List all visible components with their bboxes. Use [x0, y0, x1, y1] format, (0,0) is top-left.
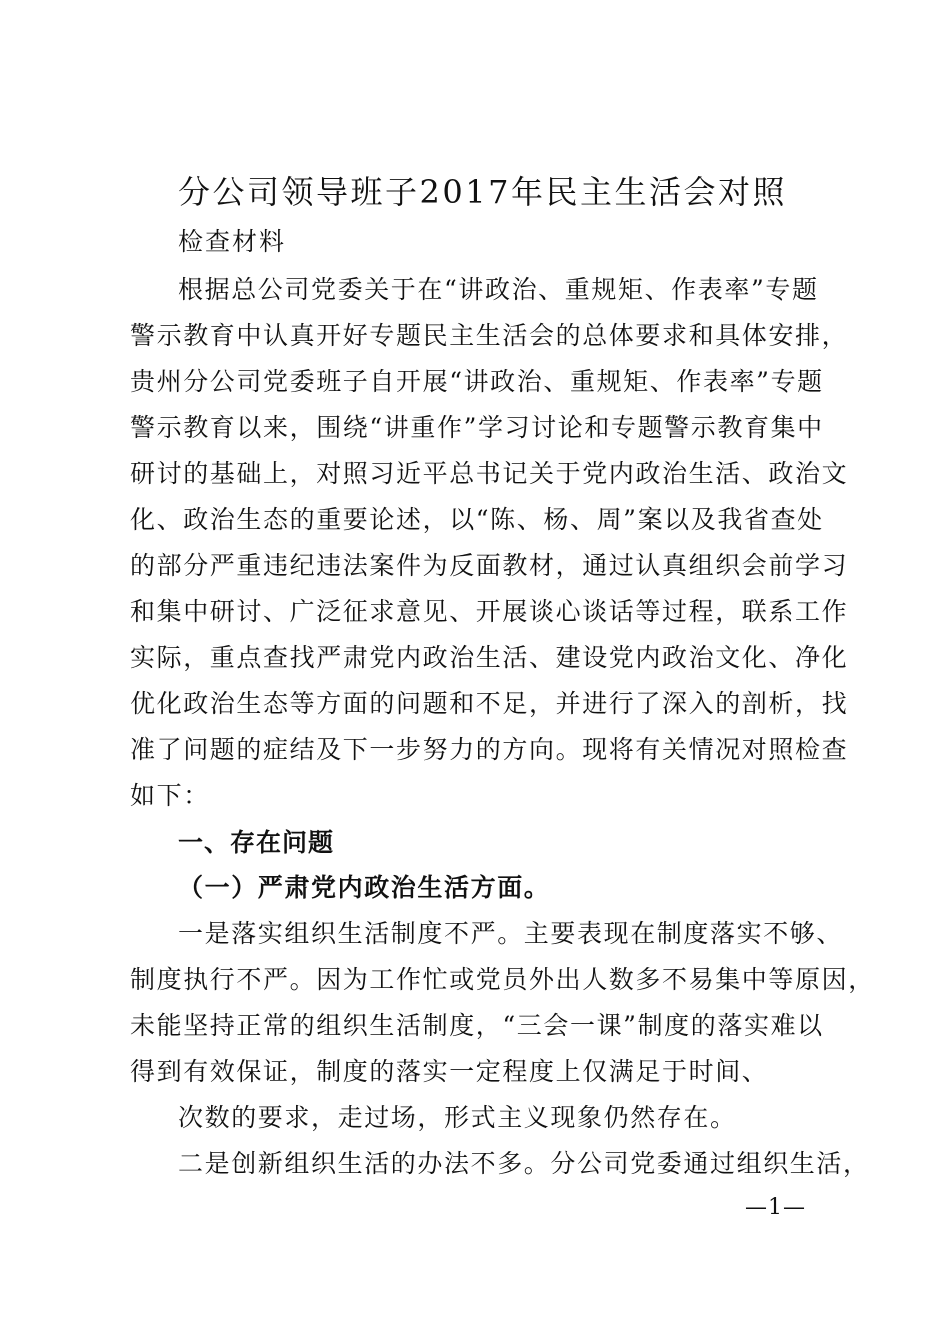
section-heading: 一、存在问题 [178, 828, 335, 857]
paragraph-line: 和集中研讨、广泛征求意见、开展谈心谈话等过程，联系工作 [130, 597, 849, 626]
paragraph-line: 实际，重点查找严肃党内政治生活、建设党内政治文化、净化 [130, 643, 849, 672]
paragraph-line: 次数的要求，走过场，形式主义现象仍然存在。 [178, 1103, 737, 1132]
document-subtitle: 检查材料 [178, 227, 287, 256]
page-number: —1— [745, 1195, 806, 1220]
paragraph-line: 化、政治生态的重要论述，以“陈、杨、周”案以及我省查处 [130, 505, 824, 534]
paragraph-line: 准了问题的症结及下一步努力的方向。现将有关情况对照检查 [130, 735, 849, 764]
paragraph-line: 一是落实组织生活制度不严。主要表现在制度落实不够、 [178, 919, 844, 948]
paragraph-line: 得到有效保证，制度的落实一定程度上仅满足于时间、 [130, 1057, 769, 1086]
paragraph-line: 警示教育中认真开好专题民主生活会的总体要求和具体安排， [130, 321, 849, 350]
paragraph-line: 优化政治生态等方面的问题和不足，并进行了深入的剖析，找 [130, 689, 849, 718]
paragraph-line: 二是创新组织生活的办法不多。分公司党委通过组织生活， [178, 1149, 870, 1178]
paragraph-line: 未能坚持正常的组织生活制度，“三会一课”制度的落实难以 [130, 1011, 824, 1040]
paragraph-line: 根据总公司党委关于在“讲政治、重规矩、作表率”专题 [178, 275, 819, 304]
paragraph-line: 研讨的基础上，对照习近平总书记关于党内政治生活、政治文 [130, 459, 849, 488]
paragraph-line: 制度执行不严。因为工作忙或党员外出人数多不易集中等原因， [130, 965, 875, 994]
paragraph-line: 如下： [130, 781, 210, 810]
paragraph-line: 贵州分公司党委班子自开展“讲政治、重规矩、作表率”专题 [130, 367, 824, 396]
paragraph-line: 警示教育以来，围绕“讲重作”学习讨论和专题警示教育集中 [130, 413, 824, 442]
subsection-heading: （一）严肃党内政治生活方面。 [178, 873, 551, 902]
document-title: 分公司领导班子2017年民主生活会对照 [178, 173, 787, 211]
paragraph-line: 的部分严重违纪违法案件为反面教材，通过认真组织会前学习 [130, 551, 849, 580]
